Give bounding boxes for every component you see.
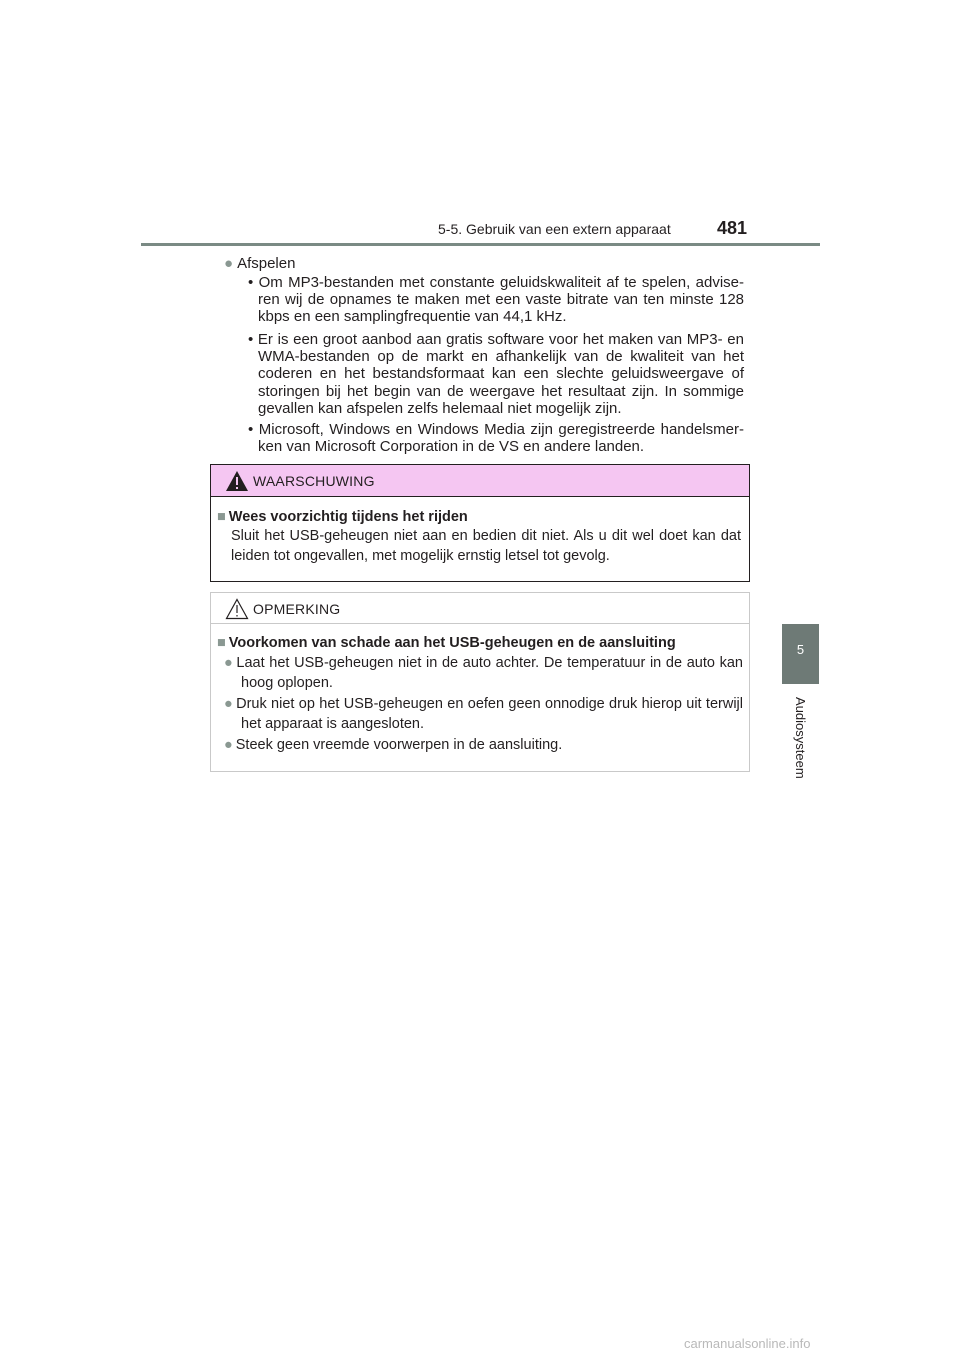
playback-item-1: • Om MP3-bestanden met constante geluidskwaliteit af te spelen, advise-ren wij de opnames te maken met een vaste bitrate van ten minste 128 kbps en een samplingfrequentie van 44,1 kHz.	[248, 274, 744, 326]
warning-text: Sluit het USB-geheugen niet aan en bedien dit niet. Als u dit wel doet kan dat leiden tot ongevallen, met mogelijk ernstig letsel tot gevolg.	[231, 528, 741, 564]
bullet-icon: ●	[224, 655, 234, 671]
notice-item-2-text: Druk niet op het USB-geheugen en oefen geen onnodige druk hierop uit terwijl het apparaat is aangesloten.	[236, 696, 743, 732]
footer-watermark: carmanualsonline.info	[684, 1336, 811, 1351]
notice-item-3	[224, 736, 743, 756]
notice-heading-text: Voorkomen van schade aan het USB-geheugen en de aansluiting	[228, 635, 676, 651]
square-bullet-icon: ■	[217, 635, 226, 651]
warning-title: WAARSCHUWING	[253, 473, 375, 489]
notice-title: OPMERKING	[253, 601, 341, 617]
notice-box	[210, 592, 750, 772]
notice-item-1-text: Laat het USB-geheugen niet in de auto achter. De temperatuur in de auto kan hoog oplopen.	[236, 655, 743, 691]
chapter-number: 5	[796, 642, 805, 657]
notice-item-1	[224, 654, 743, 693]
page-number: 481	[717, 218, 748, 238]
notice-heading	[217, 635, 676, 652]
playback-heading	[224, 255, 295, 272]
warning-heading-text: Wees voorzichtig tijdens het rijden	[228, 509, 468, 525]
bullet-icon: ●	[224, 255, 234, 272]
playback-heading-text: Afspelen	[237, 255, 296, 272]
bullet-icon: ●	[224, 737, 233, 753]
warning-header	[211, 465, 749, 497]
section-title: 5-5. Gebruik van een extern apparaat	[438, 221, 671, 237]
square-bullet-icon: ■	[217, 509, 226, 525]
warning-triangle-icon	[225, 470, 249, 492]
notice-item-3-text: Steek geen vreemde voorwerpen in de aansluiting.	[235, 737, 563, 753]
playback-item-3: • Microsoft, Windows en Windows Media zijn geregistreerde handelsmer-ken van Microsoft Corporation in de VS en andere landen.	[248, 421, 744, 456]
chapter-label: Audiosysteem	[793, 697, 808, 779]
warning-heading	[217, 509, 468, 526]
header-divider	[141, 243, 820, 246]
warning-box	[210, 464, 750, 582]
playback-item-2: • Er is een groot aanbod aan gratis software voor het maken van MP3- en WMA-bestanden op de markt en afhankelijk van de kwaliteit van het coderen en het bestandsformaat kan een slechte geluidsweergave of storingen bij het begin van de weergave het resultaat zijn. In sommige gevallen kan afspelen zelfs helemaal niet mogelijk zijn.	[248, 331, 744, 417]
notice-item-2	[224, 695, 743, 734]
caution-triangle-icon	[225, 598, 249, 620]
notice-header	[211, 593, 749, 624]
bullet-icon: ●	[224, 696, 234, 712]
